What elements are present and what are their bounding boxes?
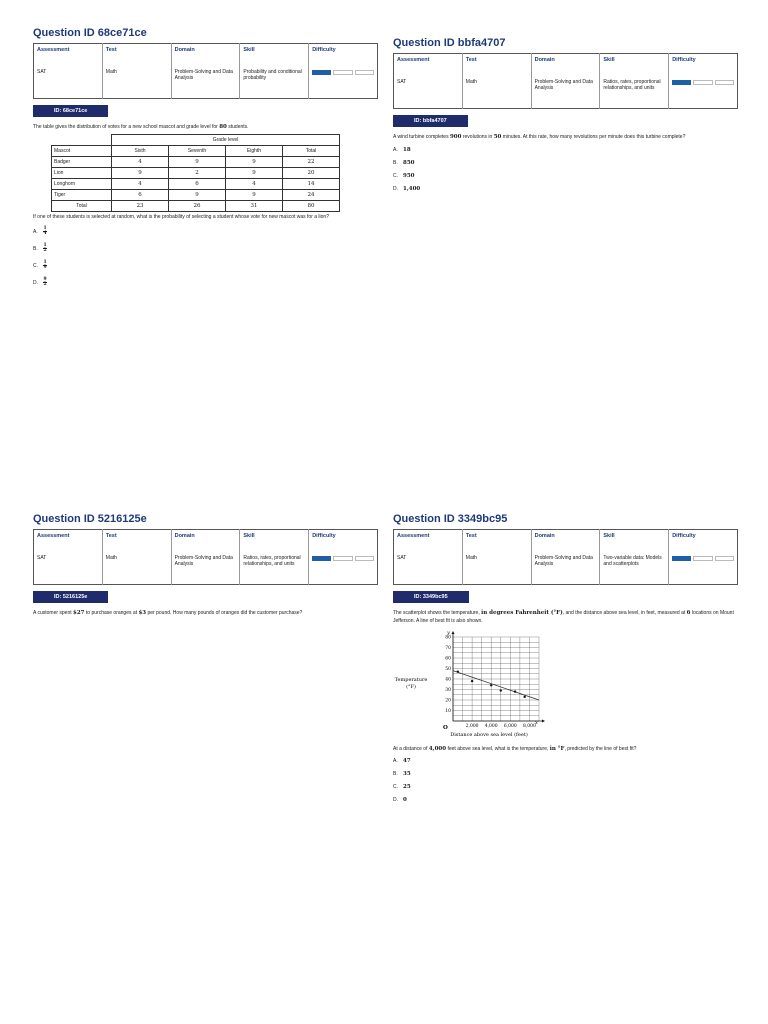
choice-b[interactable]: B. 35: [393, 771, 411, 778]
table-header: Seventh: [169, 145, 226, 156]
table-row: Longhorn 4 6 4 14: [52, 178, 340, 189]
test-value: Math: [462, 552, 531, 585]
x-tick-label: 2,000: [465, 723, 479, 729]
question-title: Question ID 3349bc95: [393, 513, 508, 525]
assessment-header: Assessment: [394, 530, 463, 553]
id-badge: ID: 5216125e: [33, 591, 108, 603]
assessment-value: SAT: [394, 552, 463, 585]
y-axis-letter: y: [447, 629, 450, 636]
table-header: Mascot: [52, 145, 112, 156]
x-tick-label: 4,000: [484, 723, 498, 729]
question-card-2: [393, 37, 738, 199]
table-row: Lion 9 2 9 20: [52, 167, 340, 178]
skill-value: Ratios, rates, proportional relationships, and units: [240, 552, 309, 585]
grid: [453, 637, 539, 721]
test-value: Math: [102, 552, 171, 585]
assessment-value: SAT: [394, 76, 463, 109]
question-card-3: [33, 513, 378, 618]
x-axis-letter: x: [535, 719, 538, 726]
assessment-header: Assessment: [34, 44, 103, 67]
y-axis-unit: (°F): [406, 683, 416, 690]
y-axis-arrow: [452, 631, 455, 634]
y-tick-label: 10: [445, 708, 451, 714]
skill-value: Ratios, rates, proportional relationships, and units: [600, 76, 669, 109]
choice-d[interactable]: D. 1,400: [393, 185, 421, 192]
data-point: [523, 695, 525, 697]
table-header: Total: [283, 145, 340, 156]
x-axis-arrow: [542, 719, 545, 722]
difficulty-bar: [672, 80, 734, 85]
question-text: At a distance of 4,000 feet above sea level, what is the temperature, in °F, predicted by the line of best fit?: [393, 745, 637, 752]
id-badge: ID: 68ce71ce: [33, 105, 108, 117]
metadata-table: [393, 53, 738, 109]
question-stem: A customer spent $27 to purchase oranges at $3 per pound. How many pounds of oranges did the customer purchase?: [33, 610, 303, 616]
choice-d[interactable]: D. 0: [393, 797, 407, 804]
assessment-header: Assessment: [34, 530, 103, 553]
choice-d[interactable]: D. $\frac{9}{2}$: [33, 276, 47, 287]
domain-header: Domain: [531, 54, 600, 77]
skill-header: Skill: [240, 530, 309, 553]
question-stem: The scatterplot shows the temperature, in degrees Fahrenheit (°F), and the distance above sea level, in feet, measured at 6 locations on Mount Jefferson. A line of best fit is also shown.: [393, 610, 734, 624]
question-title: Question ID 5216125e: [33, 513, 147, 525]
x-axis-label: Distance above sea level (feet): [450, 731, 528, 738]
difficulty-bar: [312, 70, 374, 75]
data-point: [514, 690, 516, 692]
skill-value: Two-variable data: Models and scatterplots: [600, 552, 669, 585]
choice-a[interactable]: A. 18: [393, 146, 411, 153]
test-header: Test: [462, 530, 531, 553]
y-tick-label: 50: [445, 666, 451, 672]
table-row: Tiger 6 9 9 24: [52, 189, 340, 200]
choice-c[interactable]: C. $\frac{1}{9}$: [33, 259, 47, 270]
choice-b[interactable]: B. $\frac{1}{2}$: [33, 242, 47, 253]
question-stem: A wind turbine completes 900 revolutions in 50 minutes. At this rate, how many revolutions per minute does this turbine complete?: [393, 134, 686, 140]
domain-header: Domain: [531, 530, 600, 553]
data-point: [500, 689, 502, 691]
y-tick-label: 20: [445, 698, 451, 704]
question-text: If one of these students is selected at random, what is the probability of selecting a student whose vote for new mascot was for a lion?: [33, 213, 329, 220]
domain-header: Domain: [171, 530, 240, 553]
metadata-table: [33, 43, 378, 99]
choice-c[interactable]: C. 25: [393, 784, 411, 791]
skill-header: Skill: [600, 54, 669, 77]
answer-choices: [393, 147, 738, 192]
x-tick-label: 6,000: [503, 723, 517, 729]
question-card-4: [393, 513, 738, 810]
assessment-value: SAT: [34, 66, 103, 99]
choice-a[interactable]: A. $\frac{1}{4}$: [33, 225, 47, 236]
difficulty-header: Difficulty: [312, 533, 336, 539]
vote-table: [51, 134, 340, 212]
scatterplot: [393, 629, 553, 739]
difficulty-bar: [312, 556, 374, 561]
metadata-table: [33, 529, 378, 585]
y-tick-label: 60: [445, 656, 451, 662]
difficulty-header: Difficulty: [672, 533, 696, 539]
question-title: Question ID 68ce71ce: [33, 27, 147, 39]
table-header: Eighth: [226, 145, 283, 156]
data-point: [490, 684, 492, 686]
difficulty-header: Difficulty: [672, 57, 696, 63]
question-card-1: [33, 27, 378, 295]
id-badge: ID: 3349bc95: [393, 591, 469, 603]
domain-value: Problem-Solving and Data Analysis: [531, 552, 600, 585]
difficulty-bar: [672, 556, 734, 561]
table-header: Sixth: [112, 145, 169, 156]
difficulty-header: Difficulty: [312, 47, 336, 53]
choice-a[interactable]: A. 47: [393, 758, 411, 765]
domain-header: Domain: [171, 44, 240, 67]
grade-level-header: Grade level: [112, 134, 340, 145]
y-tick-label: 80: [445, 635, 451, 641]
y-tick-label: 40: [445, 677, 451, 683]
test-value: Math: [102, 66, 171, 99]
axes: [452, 631, 546, 723]
y-tick-label: 30: [445, 687, 451, 693]
domain-value: Problem-Solving and Data Analysis: [531, 76, 600, 109]
best-fit-line: [453, 670, 539, 699]
choice-b[interactable]: B. 850: [393, 159, 415, 166]
y-axis-label: Temperature: [394, 676, 428, 683]
skill-header: Skill: [240, 44, 309, 67]
answer-choices: [33, 227, 378, 288]
origin-label: O: [443, 724, 448, 731]
test-header: Test: [102, 530, 171, 553]
test-header: Test: [462, 54, 531, 77]
domain-value: Problem-Solving and Data Analysis: [171, 552, 240, 585]
choice-c[interactable]: C. 950: [393, 172, 415, 179]
skill-header: Skill: [600, 530, 669, 553]
assessment-value: SAT: [34, 552, 103, 585]
id-badge: ID: bbfa4707: [393, 115, 468, 127]
data-point: [471, 679, 473, 681]
assessment-header: Assessment: [394, 54, 463, 77]
test-header: Test: [102, 44, 171, 67]
answer-choices: [393, 758, 738, 803]
data-point: [457, 670, 459, 672]
y-tick-label: 70: [445, 645, 451, 651]
domain-value: Problem-Solving and Data Analysis: [171, 66, 240, 99]
table-row: Total 23 26 31 80: [52, 200, 340, 211]
table-row: Badger 4 9 9 22: [52, 156, 340, 167]
question-title: Question ID bbfa4707: [393, 37, 506, 49]
x-tick-label: 8,000: [522, 723, 536, 729]
question-stem: The table gives the distribution of votes for a new school mascot and grade level for 80 students.: [33, 124, 249, 130]
skill-value: Probability and conditional probability: [240, 66, 309, 99]
metadata-table: [393, 529, 738, 585]
test-value: Math: [462, 76, 531, 109]
